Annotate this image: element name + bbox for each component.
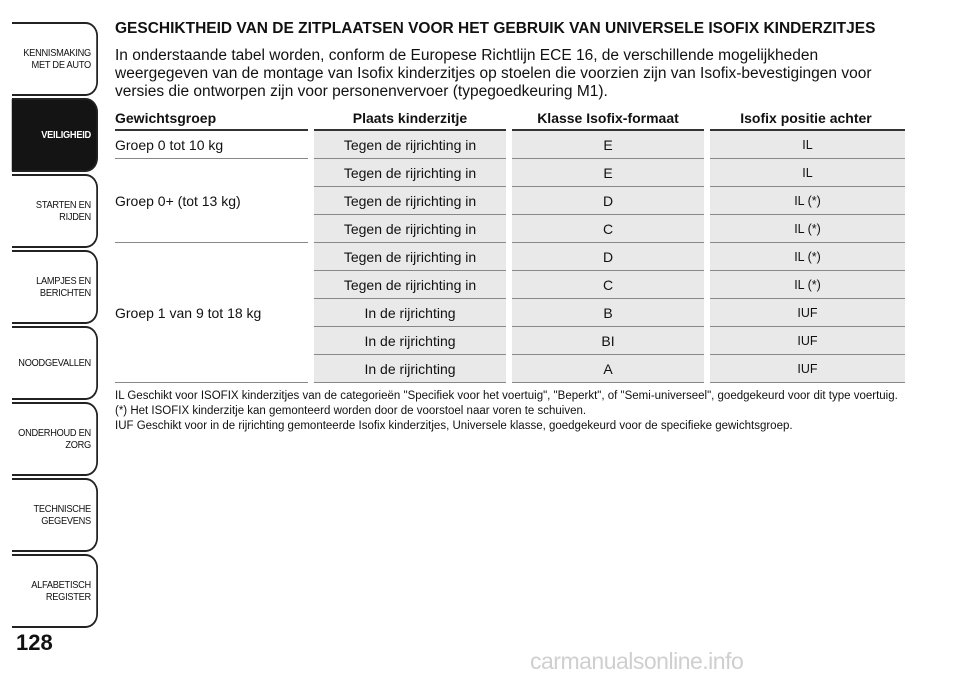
sidebar-tab-7[interactable]: ALFABETISCH REGISTER bbox=[12, 554, 98, 628]
klasse-cell: D bbox=[509, 243, 707, 271]
position-cell: IL (*) bbox=[707, 187, 905, 215]
position-cell: IUF bbox=[707, 355, 905, 383]
sidebar-tab-5[interactable]: ONDERHOUD EN ZORG bbox=[12, 402, 98, 476]
sidebar-tab-3[interactable]: LAMPJES EN BERICHTEN bbox=[12, 250, 98, 324]
place-cell: Tegen de rijrichting in bbox=[311, 271, 509, 299]
footnote-asterisk: (*) Het ISOFIX kinderzitje kan gemonteerd worden door de voorstoel naar voren te schuiven. bbox=[115, 405, 587, 417]
position-cell: IL (*) bbox=[707, 215, 905, 243]
table-row bbox=[115, 159, 905, 187]
place-cell: Tegen de rijrichting in bbox=[311, 130, 509, 159]
header-plaats: Plaats kinderzitje bbox=[311, 107, 509, 130]
klasse-cell: B bbox=[509, 299, 707, 327]
position-cell: IL bbox=[707, 130, 905, 159]
table-header-row bbox=[115, 107, 905, 130]
sidebar-tab-2[interactable]: STARTEN EN RIJDEN bbox=[12, 174, 98, 248]
position-cell: IL bbox=[707, 159, 905, 187]
sidebar-tab-6[interactable]: TECHNISCHE GEGEVENS bbox=[12, 478, 98, 552]
position-cell: IUF bbox=[707, 299, 905, 327]
isofix-table bbox=[115, 107, 905, 383]
header-positie: Isofix positie achter bbox=[707, 107, 905, 130]
table-row bbox=[115, 130, 905, 159]
footnote-iuf: IUF Geschikt voor in de rijrichting gemonteerde Isofix kinderzitjes, Universele klasse, goedgekeurd voor de specifieke gewichtsgroep. bbox=[115, 420, 793, 432]
watermark: carmanualsonline.info bbox=[530, 648, 744, 674]
header-klasse: Klasse Isofix-formaat bbox=[509, 107, 707, 130]
table-body bbox=[115, 130, 905, 383]
sidebar-tab-1[interactable]: VEILIGHEID bbox=[12, 98, 98, 172]
sidebar-tab-0[interactable]: KENNISMAKING MET DE AUTO bbox=[12, 22, 98, 96]
klasse-cell: C bbox=[509, 215, 707, 243]
klasse-cell: BI bbox=[509, 327, 707, 355]
klasse-cell: A bbox=[509, 355, 707, 383]
intro-paragraph: In onderstaande tabel worden, conform de Europese Richtlijn ECE 16, de verschillende mogelijkheden weergegeven van de montage van Isofix kinderzitjes op stoelen die voorzien zijn van Isofix-bevestigingen voor versies die ontworpen zijn voor personenvervoer (typegoedkeuring M1). bbox=[115, 47, 872, 100]
place-cell: Tegen de rijrichting in bbox=[311, 187, 509, 215]
main-content bbox=[115, 20, 905, 434]
place-cell: Tegen de rijrichting in bbox=[311, 243, 509, 271]
table-row bbox=[115, 243, 905, 271]
position-cell: IL (*) bbox=[707, 243, 905, 271]
place-cell: In de rijrichting bbox=[311, 299, 509, 327]
place-cell: In de rijrichting bbox=[311, 327, 509, 355]
group-label: Groep 1 van 9 tot 18 kg bbox=[115, 243, 311, 383]
group-label: Groep 0+ (tot 13 kg) bbox=[115, 159, 311, 243]
header-gewichtsgroep: Gewichtsgroep bbox=[115, 107, 311, 130]
page-number: 128 bbox=[16, 630, 53, 655]
group-label: Groep 0 tot 10 kg bbox=[115, 130, 311, 159]
sidebar-tab-4[interactable]: NOODGEVALLEN bbox=[12, 326, 98, 400]
klasse-cell: E bbox=[509, 130, 707, 159]
place-cell: Tegen de rijrichting in bbox=[311, 159, 509, 187]
footnote-il: IL Geschikt voor ISOFIX kinderzitjes van de categorieën "Specifiek voor het voertuig", "Beperkt", of "Semi-universeel", goedgekeurd voor dit type voertuig. bbox=[115, 390, 898, 402]
position-cell: IL (*) bbox=[707, 271, 905, 299]
section-heading: GESCHIKTHEID VAN DE ZITPLAATSEN VOOR HET GEBRUIK VAN UNIVERSELE ISOFIX KINDERZITJES bbox=[115, 20, 876, 37]
place-cell: In de rijrichting bbox=[311, 355, 509, 383]
klasse-cell: E bbox=[509, 159, 707, 187]
klasse-cell: C bbox=[509, 271, 707, 299]
footnotes bbox=[115, 389, 905, 434]
position-cell: IUF bbox=[707, 327, 905, 355]
klasse-cell: D bbox=[509, 187, 707, 215]
place-cell: Tegen de rijrichting in bbox=[311, 215, 509, 243]
